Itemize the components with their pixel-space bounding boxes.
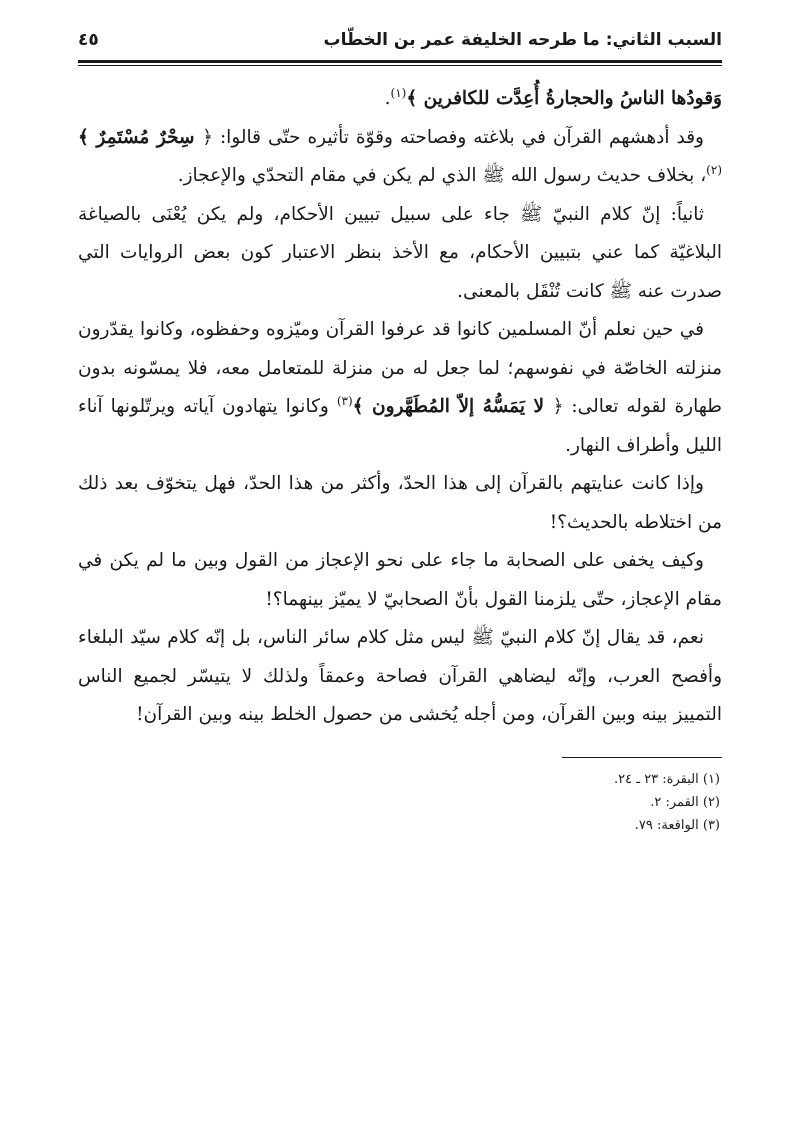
paragraph-how <box>78 542 722 619</box>
body-text <box>78 80 722 735</box>
paragraph-eloquence <box>78 119 722 196</box>
footnote-2: (٢) القمر: ٢. <box>650 794 720 810</box>
header-title: السبب الثاني: ما طرحه الخليفة عمر بن الخطّاب <box>323 30 722 50</box>
quran-verse: وَقودُها الناسُ والحجارةُ أُعِدَّت للكافرين ﴾ <box>406 88 722 109</box>
paragraph-text: في حين نعلم أنّ المسلمين كانوا قد عرفوا القرآن وميّزوه وحفظوه، وكانوا يقدّرون منزلته الخاصّة في نفوسهم؛ لما جعل له من منزلة للمتعامل معه، فلا يمسّونه بدون طهارة لقوله تعالى: ﴿ <box>78 319 722 417</box>
paragraph-quran-verse <box>78 80 722 119</box>
footnote-1: (١) البقرة: ٢٣ ـ ٢٤. <box>614 771 720 787</box>
footnotes <box>78 768 722 837</box>
footnote-ref-3: (٣) <box>336 393 353 408</box>
running-header <box>78 30 722 58</box>
header-rule <box>78 60 722 66</box>
book-page <box>78 30 722 1115</box>
quran-verse: سِحْرٌ مُسْتَمِرٌ ﴾ <box>78 126 203 148</box>
paragraph-secondly <box>78 196 722 312</box>
paragraph-objection <box>78 619 722 735</box>
footnote-ref-1: (١) <box>390 85 407 100</box>
paragraph-text: ثانياً: إنّ كلام النبيّ ﷺ جاء على سبيل تبيين الأحكام، ولم يكن يُعْنَى بالصياغة البلاغيّة كما عني بتبيين الأحكام، مع الأخذ بنظر الاعتبار كون بعض الروايات التي صدرت عنه ﷺ كانت تُنْقَل بالمعنى. <box>78 203 722 302</box>
quran-verse: لا يَمَسُّهُ إلاّ المُطَهَّرون ﴾ <box>352 396 553 417</box>
paragraph-tail: . <box>384 88 391 109</box>
footnote-divider <box>562 757 722 758</box>
paragraph-text: وقد أدهشهم القرآن في بلاغته وفصاحته وقوّة تأثيره حتّى قالوا: ﴿ <box>202 126 704 148</box>
paragraph-text: وكيف يخفى على الصحابة ما جاء على نحو الإعجاز من القول وبين ما لم يكن في مقام الإعجاز، حتّى يلزمنا القول بأنّ الصحابيّ لا يميّز بينهما؟! <box>78 550 722 610</box>
paragraph-care <box>78 465 722 542</box>
paragraph-text: وكانوا يتهادون آياته ويرتّلونها آناء الليل وأطراف النهار. <box>78 396 722 456</box>
paragraph-companions <box>78 311 722 465</box>
footnote-ref-2: (٢) <box>706 162 722 177</box>
paragraph-text: نعم، قد يقال إنّ كلام النبيّ ﷺ ليس مثل كلام سائر الناس، بل إنّه كلام سيّد البلغاء وأفصح العرب، وإنّه ليضاهي القرآن فصاحة وعمقاً ولذلك لا يتيسّر لجميع الناس التمييز بينه وبين القرآن، ومن أجله يُخشى من حصول الخلط بينه وبين القرآن! <box>78 627 722 725</box>
paragraph-text: وإذا كانت عنايتهم بالقرآن إلى هذا الحدّ، وأكثر من هذا الحدّ، فهل يتخوّف بعد ذلك من اختلاطه بالحديث؟! <box>78 473 722 533</box>
footnote-3: (٣) الواقعة: ٧٩. <box>634 817 720 833</box>
page-number: ٤٥ <box>78 30 99 50</box>
paragraph-text: ، بخلاف حديث رسول الله ﷺ الذي لم يكن في مقام التحدّي والإعجاز. <box>177 165 707 186</box>
